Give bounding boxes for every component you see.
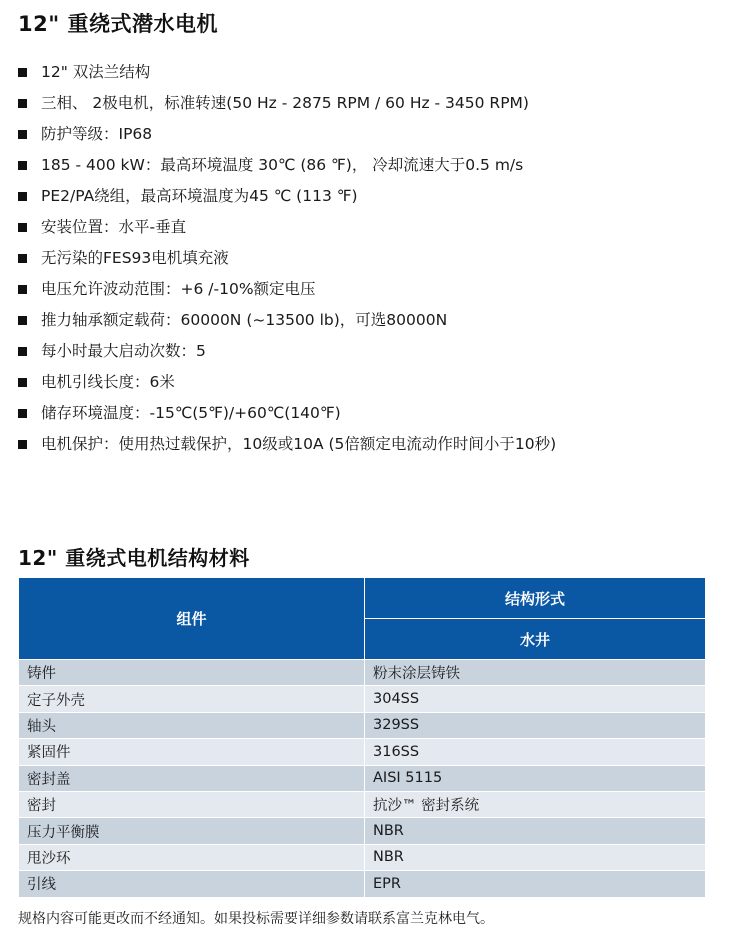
bullet-square-icon xyxy=(18,130,27,139)
bullet-square-icon xyxy=(18,99,27,108)
list-item: 185 - 400 kW：最高环境温度 30℃ (86 ℉)， 冷却流速大于0.5 m/s xyxy=(18,150,556,181)
list-item: 12" 双法兰结构 xyxy=(18,57,556,88)
material-cell: 316SS xyxy=(365,739,706,765)
table-row xyxy=(19,871,706,897)
part-cell: 定子外壳 xyxy=(19,686,365,712)
header-well: 水井 xyxy=(365,619,706,660)
material-cell: AISI 5115 xyxy=(365,765,706,791)
part-cell: 铸件 xyxy=(19,660,365,686)
material-cell: NBR xyxy=(365,844,706,870)
list-item: 安装位置：水平-垂直 xyxy=(18,212,556,243)
header-structure: 结构形式 xyxy=(365,578,706,619)
bullet-square-icon xyxy=(18,409,27,418)
table-row xyxy=(19,660,706,686)
feature-list xyxy=(18,57,556,460)
list-item: 储存环境温度：-15℃(5℉)/+60℃(140℉) xyxy=(18,398,556,429)
table-row xyxy=(19,818,706,844)
material-cell: 粉末涂层铸铁 xyxy=(365,660,706,686)
list-item: 电机保护：使用热过载保护，10级或10A (5倍额定电流动作时间小于10秒) xyxy=(18,429,556,460)
page-title: 12" 重绕式潜水电机 xyxy=(18,12,218,36)
header-component: 组件 xyxy=(19,578,365,660)
material-cell: 抗沙™ 密封系统 xyxy=(365,791,706,817)
bullet-square-icon xyxy=(18,347,27,356)
material-cell: 329SS xyxy=(365,712,706,738)
table-row xyxy=(19,844,706,870)
footnote: 规格内容可能更改而不经通知。如果投标需要详细参数请联系富兰克林电气。 xyxy=(18,911,494,927)
bullet-square-icon xyxy=(18,161,27,170)
list-item: PE2/PA绕组，最高环境温度为45 ℃ (113 ℉) xyxy=(18,181,556,212)
part-cell: 紧固件 xyxy=(19,739,365,765)
part-cell: 密封 xyxy=(19,791,365,817)
list-item: 每小时最大启动次数：5 xyxy=(18,336,556,367)
table-row xyxy=(19,739,706,765)
bullet-square-icon xyxy=(18,316,27,325)
list-item: 三相、 2极电机，标准转速(50 Hz - 2875 RPM / 60 Hz - 3450 RPM) xyxy=(18,88,556,119)
list-item: 无污染的FES93电机填充液 xyxy=(18,243,556,274)
bullet-square-icon xyxy=(18,68,27,77)
materials-title: 12" 重绕式电机结构材料 xyxy=(18,546,250,570)
bullet-square-icon xyxy=(18,192,27,201)
part-cell: 甩沙环 xyxy=(19,844,365,870)
table-row xyxy=(19,765,706,791)
part-cell: 密封盖 xyxy=(19,765,365,791)
part-cell: 压力平衡膜 xyxy=(19,818,365,844)
part-cell: 轴头 xyxy=(19,712,365,738)
bullet-square-icon xyxy=(18,254,27,263)
list-item: 电压允许波动范围：+6 /-10%额定电压 xyxy=(18,274,556,305)
bullet-square-icon xyxy=(18,378,27,387)
table-row xyxy=(19,686,706,712)
bullet-square-icon xyxy=(18,223,27,232)
list-item: 推力轴承额定载荷：60000N (~13500 lb)，可选80000N xyxy=(18,305,556,336)
bullet-square-icon xyxy=(18,440,27,449)
table-row xyxy=(19,791,706,817)
list-item: 电机引线长度：6米 xyxy=(18,367,556,398)
bullet-square-icon xyxy=(18,285,27,294)
list-item: 防护等级：IP68 xyxy=(18,119,556,150)
material-cell: NBR xyxy=(365,818,706,844)
materials-table xyxy=(18,577,706,898)
part-cell: 引线 xyxy=(19,871,365,897)
material-cell: EPR xyxy=(365,871,706,897)
material-cell: 304SS xyxy=(365,686,706,712)
table-row xyxy=(19,712,706,738)
